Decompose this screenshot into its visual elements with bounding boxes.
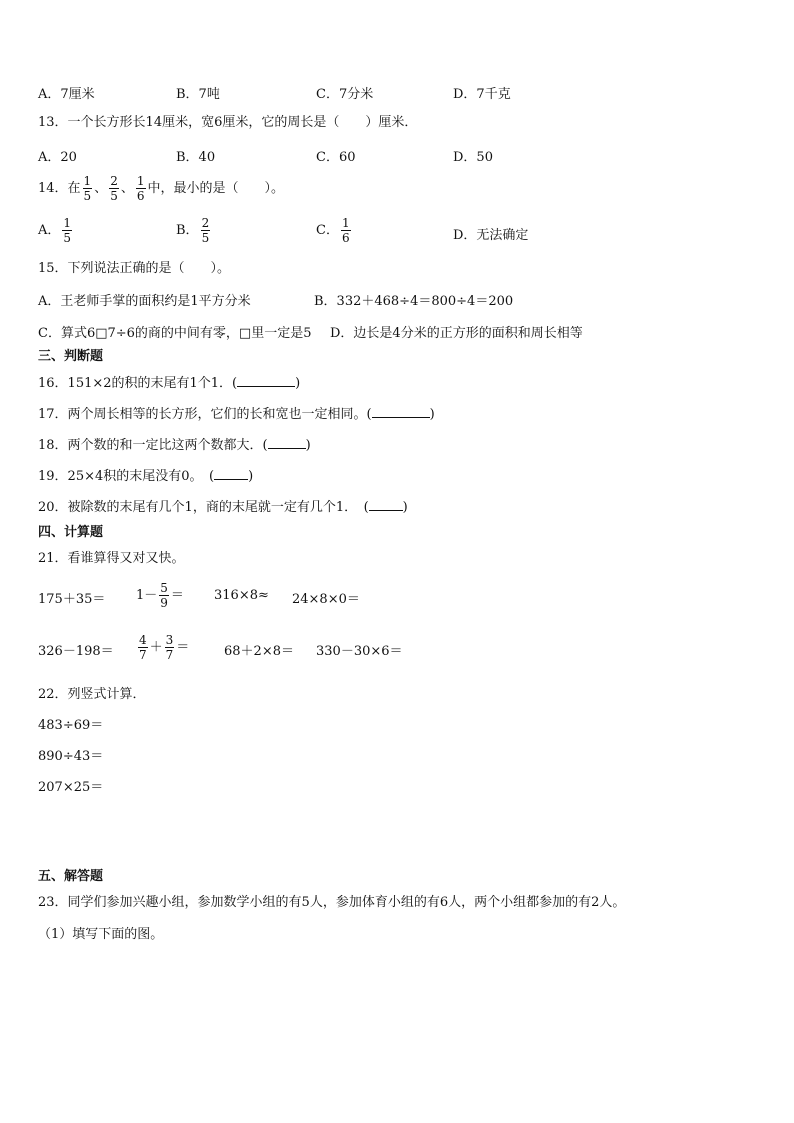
q18-answer-blank[interactable] bbox=[268, 436, 306, 449]
q21-r2c2-fraction-1 bbox=[138, 633, 148, 662]
q21-r2c2-f1-num: 4 bbox=[139, 633, 147, 647]
q15-text: 15．下列说法正确的是（ ）。 bbox=[38, 261, 231, 276]
q14-sep2: 、 bbox=[120, 181, 134, 196]
q19-close: ) bbox=[248, 469, 254, 484]
q23-text: 23．同学们参加兴趣小组，参加数学小组的有5人，参加体育小组的有6人，两个小组都参加的有2人。 bbox=[38, 895, 626, 910]
q21-r1c4: 24×8×0＝ bbox=[292, 592, 360, 607]
q13-option-c: C．60 bbox=[316, 150, 356, 165]
q15-option-c: C．算式6□7÷6的商的中间有零，□里一定是5 bbox=[38, 326, 312, 341]
q18-close: ) bbox=[305, 438, 311, 453]
q22-expr-1: 483÷69＝ bbox=[38, 718, 104, 733]
q14-b-fraction bbox=[201, 216, 211, 245]
q15-option-d: D．边长是4分米的正方形的面积和周长相等 bbox=[330, 326, 583, 341]
q20-close: ) bbox=[402, 500, 408, 515]
q20-text: 20．被除数的末尾有几个1，商的末尾就一定有几个1． ( bbox=[38, 500, 369, 515]
q21-r2c2-f2-num: 3 bbox=[165, 633, 174, 647]
q21-r2c2-f1-den: 7 bbox=[139, 648, 147, 662]
q22-text: 22．列竖式计算． bbox=[38, 687, 146, 702]
q14-fraction-3 bbox=[136, 174, 146, 203]
q17-answer-blank[interactable] bbox=[372, 405, 430, 418]
q18 bbox=[38, 436, 311, 455]
q21-r2c2-op: ＋ bbox=[149, 640, 163, 655]
q22-expr-2: 890÷43＝ bbox=[38, 749, 104, 764]
q21-r2c2-fraction-2 bbox=[165, 633, 175, 662]
q21-r1c2-num: 5 bbox=[160, 581, 168, 595]
q21-r1c2-fraction bbox=[159, 581, 169, 610]
q21-r2c3: 68＋2×8＝ bbox=[224, 644, 294, 659]
q14-f1-num: 1 bbox=[83, 174, 92, 188]
q16-text: 16．151×2的积的末尾有1个1．( bbox=[38, 376, 238, 391]
q14-option-d: D．无法确定 bbox=[453, 228, 529, 243]
q13-option-d: D．50 bbox=[453, 150, 493, 165]
q13-option-a: A．20 bbox=[38, 150, 77, 165]
q14-option-b bbox=[176, 212, 212, 250]
q14-a-num: 1 bbox=[63, 216, 72, 230]
q19-answer-blank[interactable] bbox=[214, 467, 248, 480]
q14-a-label: A． bbox=[38, 223, 61, 238]
q19-text: 19．25×4积的末尾没有0。 ( bbox=[38, 469, 215, 484]
q14-f2-num: 2 bbox=[110, 174, 118, 188]
q22-expr-3: 207×25＝ bbox=[38, 780, 104, 795]
q14-prefix: 14．在 bbox=[38, 181, 81, 196]
q20 bbox=[38, 498, 408, 517]
q21-r2c4: 330－30×6＝ bbox=[316, 644, 403, 659]
q13-option-b: B．40 bbox=[176, 150, 216, 165]
q23-sub1: （1）填写下面的图。 bbox=[38, 927, 164, 942]
q16-answer-blank[interactable] bbox=[237, 374, 295, 387]
section-4-heading: 四、计算题 bbox=[38, 525, 104, 540]
q14-f3-den: 6 bbox=[136, 189, 145, 203]
q17 bbox=[38, 405, 435, 424]
q12-option-d: D．7千克 bbox=[453, 87, 511, 102]
q14-option-c bbox=[316, 212, 353, 250]
q21-r1c2-pre: 1－ bbox=[136, 588, 158, 603]
q21-r1c3: 316×8≈ bbox=[214, 588, 269, 603]
q14-f3-num: 1 bbox=[136, 174, 145, 188]
q14-text bbox=[38, 172, 284, 206]
q21-r1c2-post: ＝ bbox=[170, 588, 184, 603]
q21-r2c1: 326－198＝ bbox=[38, 644, 114, 659]
q14-c-den: 6 bbox=[341, 231, 350, 245]
q14-fraction-1 bbox=[83, 174, 93, 203]
q14-c-num: 1 bbox=[341, 216, 350, 230]
q12-option-a: A．7厘米 bbox=[38, 87, 95, 102]
q14-b-den: 5 bbox=[201, 231, 210, 245]
q14-b-num: 2 bbox=[201, 216, 210, 230]
q19 bbox=[38, 467, 253, 486]
q21-r2c2-f2-den: 7 bbox=[165, 648, 174, 662]
q16-close: ) bbox=[295, 376, 301, 391]
q14-suffix: 中，最小的是（ ）。 bbox=[147, 181, 285, 196]
q17-text: 17．两个周长相等的长方形，它们的长和宽也一定相同。( bbox=[38, 407, 372, 422]
q21-text: 21．看谁算得又对又快。 bbox=[38, 551, 185, 566]
q13-text: 13．一个长方形长14厘米，宽6厘米，它的周长是（ ）厘米． bbox=[38, 115, 418, 130]
q14-a-fraction bbox=[62, 216, 72, 245]
q14-f1-den: 5 bbox=[83, 189, 92, 203]
q18-text: 18．两个数的和一定比这两个数都大．( bbox=[38, 438, 268, 453]
q16 bbox=[38, 374, 300, 393]
section-5-heading: 五、解答题 bbox=[38, 869, 104, 884]
q14-c-label: C． bbox=[316, 223, 339, 238]
q21-r1c2-den: 9 bbox=[160, 596, 168, 610]
q14-b-label: B． bbox=[176, 223, 199, 238]
q12-option-c: C．7分米 bbox=[316, 87, 374, 102]
section-3-heading: 三、判断题 bbox=[38, 349, 104, 364]
q21-r1c1: 175＋35＝ bbox=[38, 592, 106, 607]
q21-r2c2 bbox=[136, 628, 189, 668]
q21-r2c2-post: ＝ bbox=[176, 640, 190, 655]
q17-close: ) bbox=[429, 407, 435, 422]
q14-sep1: 、 bbox=[94, 181, 108, 196]
q15-option-b: B．332＋468÷4＝800÷4＝200 bbox=[314, 294, 514, 309]
q14-f2-den: 5 bbox=[110, 189, 118, 203]
q15-option-a: A．王老师手掌的面积约是1平方分米 bbox=[38, 294, 251, 309]
q14-c-fraction bbox=[341, 216, 351, 245]
q20-answer-blank[interactable] bbox=[369, 498, 403, 511]
q12-option-b: B．7吨 bbox=[176, 87, 220, 102]
q14-fraction-2 bbox=[109, 174, 119, 203]
q14-a-den: 5 bbox=[63, 231, 72, 245]
q21-r1c2 bbox=[136, 576, 184, 616]
q14-option-a bbox=[38, 212, 74, 250]
